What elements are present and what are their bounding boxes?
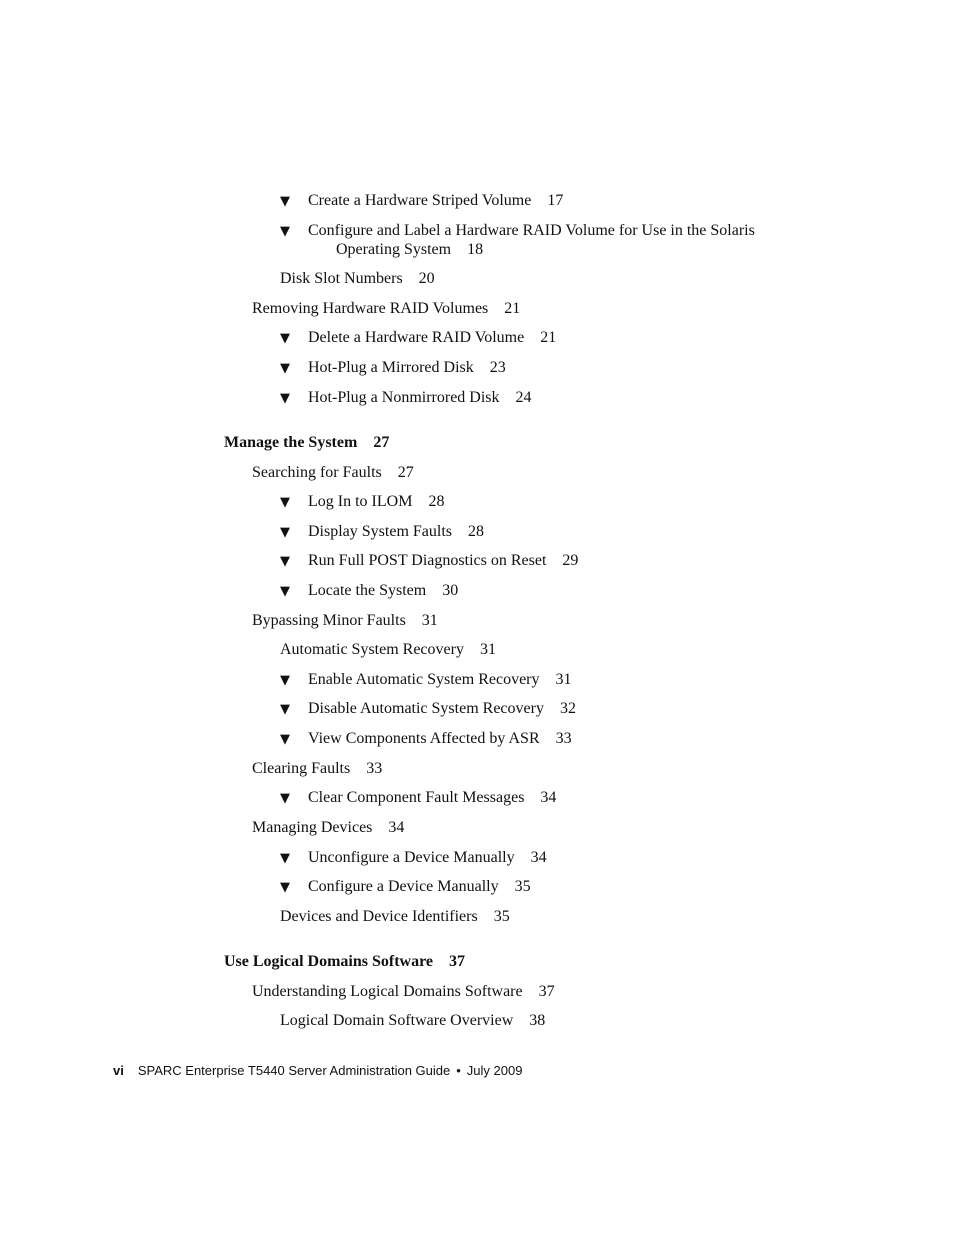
toc-entry-title: Delete a Hardware RAID Volume: [308, 329, 525, 346]
toc-entry-page: 27: [397, 464, 414, 481]
toc-entry-page: 34: [530, 849, 547, 866]
toc-entry-page: 35: [514, 878, 531, 895]
toc-chapter-manage-the-system[interactable]: [224, 433, 389, 452]
toc-entry-title: Locate the System: [308, 582, 427, 599]
procedure-bullet-icon: ▼: [280, 525, 290, 540]
toc-entry-removing-raid-volumes[interactable]: [252, 299, 520, 318]
toc-entry-title: Configure and Label a Hardware RAID Volume for Use in the Solaris: [308, 222, 755, 239]
toc-entry-view-components-asr[interactable]: [308, 729, 572, 748]
toc-entry-page: 29: [562, 552, 579, 569]
toc-entry-title: Unconfigure a Device Manually: [308, 849, 515, 866]
toc-entry-title: Clearing Faults: [252, 760, 351, 777]
toc-entry-managing-devices[interactable]: [252, 818, 404, 837]
procedure-bullet-icon: ▼: [280, 554, 290, 569]
toc-entry-page: 37: [538, 983, 555, 1000]
toc-entry-page: 35: [493, 908, 510, 925]
toc-entry-title: Bypassing Minor Faults: [252, 612, 406, 629]
toc-entry-page: 24: [515, 389, 532, 406]
procedure-bullet-icon: ▼: [280, 732, 290, 747]
toc-entry-page: 31: [555, 671, 572, 688]
toc-entry-enable-asr[interactable]: [308, 670, 572, 689]
toc-entry-searching-for-faults[interactable]: [252, 463, 414, 482]
toc-entry-page: 37: [449, 953, 466, 970]
toc-entry-page: 28: [468, 523, 485, 540]
procedure-bullet-icon: ▼: [280, 673, 290, 688]
toc-entry-delete-raid-volume[interactable]: [308, 328, 556, 347]
toc-entry-page: 31: [421, 612, 438, 629]
toc-entry-title: Removing Hardware RAID Volumes: [252, 300, 489, 317]
toc-entry-page: 33: [555, 730, 572, 747]
toc-entry-create-striped-volume[interactable]: [308, 191, 563, 210]
toc-entry-title: Configure a Device Manually: [308, 878, 499, 895]
toc-entry-run-full-post[interactable]: [308, 551, 578, 570]
toc-entry-title: View Components Affected by ASR: [308, 730, 540, 747]
toc-entry-page: 23: [489, 359, 506, 376]
toc-entry-page: 33: [366, 760, 383, 777]
toc-entry-clear-fault-messages[interactable]: [308, 788, 556, 807]
toc-entry-page: 21: [540, 329, 557, 346]
procedure-bullet-icon: ▼: [280, 224, 290, 239]
toc-entry-automatic-system-recovery[interactable]: [280, 640, 496, 659]
toc-entry-configure-label-raid[interactable]: [308, 221, 755, 259]
procedure-bullet-icon: ▼: [280, 391, 290, 406]
toc-entry-title: Create a Hardware Striped Volume: [308, 192, 532, 209]
toc-entry-hot-plug-nonmirrored[interactable]: [308, 388, 532, 407]
toc-entry-title: Run Full POST Diagnostics on Reset: [308, 552, 547, 569]
toc-entry-disk-slot-numbers[interactable]: [280, 269, 435, 288]
toc-entry-title: Display System Faults: [308, 523, 453, 540]
toc-entry-title: Disable Automatic System Recovery: [308, 700, 544, 717]
toc-entry-title: Hot-Plug a Nonmirrored Disk: [308, 389, 500, 406]
footer-separator: •: [456, 1063, 461, 1078]
procedure-bullet-icon: ▼: [280, 584, 290, 599]
toc-entry-unconfigure-device[interactable]: [308, 848, 547, 867]
toc-entry-page: 18: [467, 241, 484, 258]
procedure-bullet-icon: ▼: [280, 702, 290, 717]
toc-entry-title: Disk Slot Numbers: [280, 270, 403, 287]
toc-entry-page: 38: [529, 1012, 546, 1029]
toc-entry-configure-device[interactable]: [308, 877, 531, 896]
procedure-bullet-icon: ▼: [280, 361, 290, 376]
toc-entry-understanding-ldoms[interactable]: [252, 982, 555, 1001]
toc-entry-display-system-faults[interactable]: [308, 522, 484, 541]
toc-entry-page: 31: [479, 641, 496, 658]
procedure-bullet-icon: ▼: [280, 194, 290, 209]
toc-entry-locate-the-system[interactable]: [308, 581, 458, 600]
toc-entry-title: Use Logical Domains Software: [224, 953, 434, 970]
toc-entry-bypassing-minor-faults[interactable]: [252, 611, 438, 630]
toc-entry-ldom-overview[interactable]: [280, 1011, 545, 1030]
procedure-bullet-icon: ▼: [280, 880, 290, 895]
toc-entry-title: Searching for Faults: [252, 464, 382, 481]
toc-entry-title: Managing Devices: [252, 819, 373, 836]
toc-entry-page: 27: [373, 434, 390, 451]
procedure-bullet-icon: ▼: [280, 791, 290, 806]
procedure-bullet-icon: ▼: [280, 495, 290, 510]
toc-entry-page: 21: [504, 300, 521, 317]
page-folio: vi: [113, 1063, 124, 1078]
toc-entry-title: Logical Domain Software Overview: [280, 1012, 514, 1029]
toc-entry-log-in-to-ilom[interactable]: [308, 492, 444, 511]
toc-entry-title: Manage the System: [224, 434, 358, 451]
toc-entry-hot-plug-mirrored[interactable]: [308, 358, 506, 377]
toc-chapter-use-logical-domains[interactable]: [224, 952, 465, 971]
toc-entry-page: 17: [547, 192, 564, 209]
toc-entry-title: Clear Component Fault Messages: [308, 789, 525, 806]
toc-entry-page: 20: [418, 270, 435, 287]
toc-entry-page: 32: [559, 700, 576, 717]
toc-entry-title: Log In to ILOM: [308, 493, 413, 510]
toc-entry-title: Understanding Logical Domains Software: [252, 983, 523, 1000]
footer-date: July 2009: [466, 1063, 523, 1078]
toc-entry-clearing-faults[interactable]: [252, 759, 382, 778]
toc-entry-title: Enable Automatic System Recovery: [308, 671, 540, 688]
page-footer: [113, 1063, 522, 1079]
toc-entry-title: Automatic System Recovery: [280, 641, 464, 658]
toc-entry-devices-identifiers[interactable]: [280, 907, 510, 926]
toc-entry-title: Devices and Device Identifiers: [280, 908, 478, 925]
toc-entry-page: 30: [442, 582, 459, 599]
toc-entry-disable-asr[interactable]: [308, 699, 576, 718]
toc-entry-page: 34: [388, 819, 405, 836]
toc-entry-page: 28: [428, 493, 445, 510]
toc-entry-title-continued: Operating System: [336, 241, 452, 258]
footer-book-title: SPARC Enterprise T5440 Server Administration Guide: [137, 1063, 451, 1078]
toc-entry-page: 34: [540, 789, 557, 806]
procedure-bullet-icon: ▼: [280, 851, 290, 866]
procedure-bullet-icon: ▼: [280, 331, 290, 346]
toc-entry-title: Hot-Plug a Mirrored Disk: [308, 359, 474, 376]
